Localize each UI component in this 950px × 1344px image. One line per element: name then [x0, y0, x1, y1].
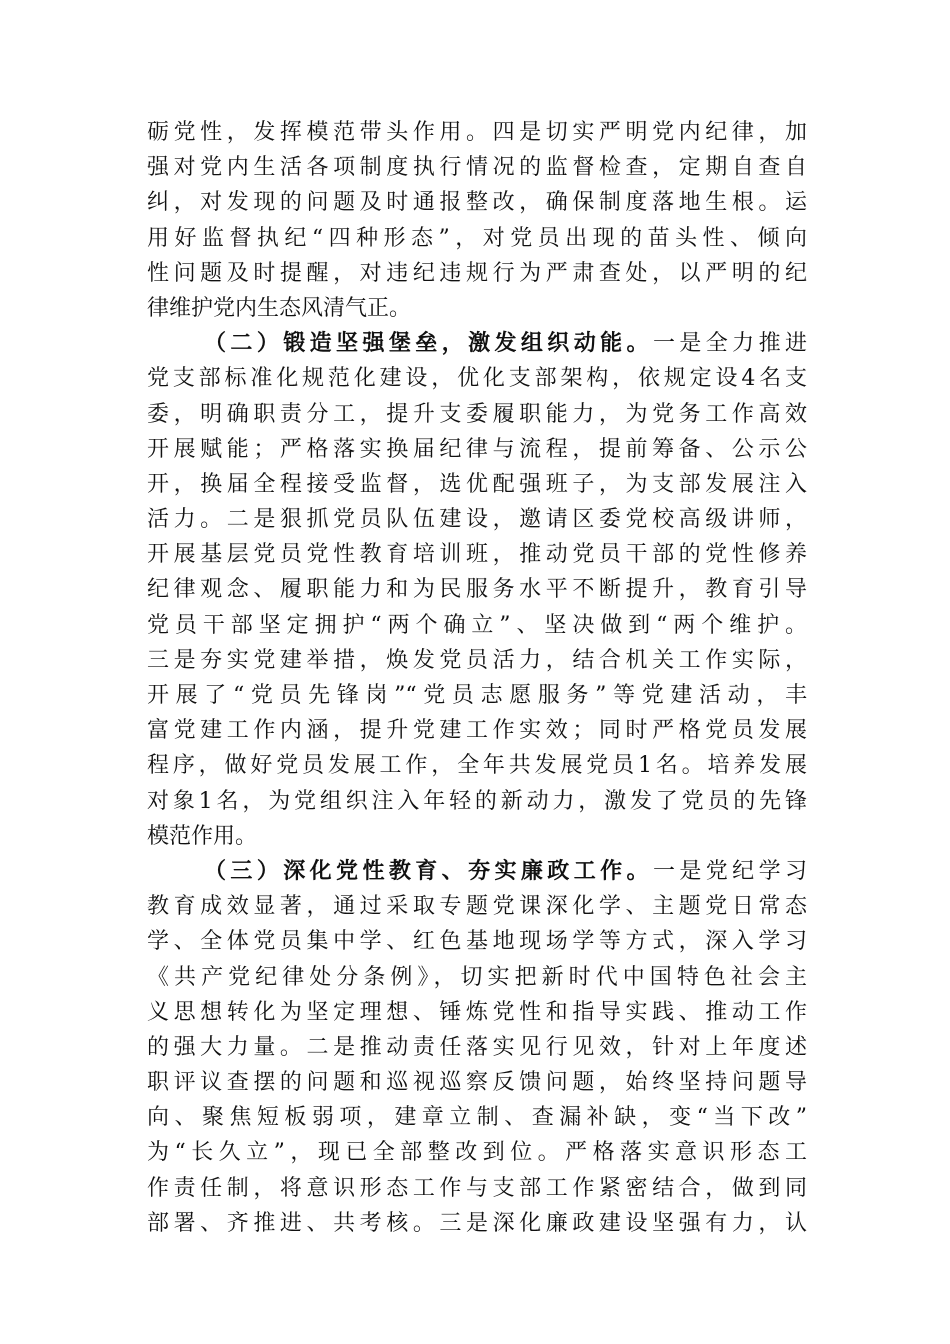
section-first-line-text: 一是党纪学习: [652, 858, 807, 884]
text-line: 职评议查摆的问题和巡视巡察反馈问题，始终坚持问题导: [147, 1070, 807, 1096]
text-line: 部署、齐推进、共考核。三是深化廉政建设坚强有力，认: [147, 1210, 807, 1236]
text-line: 开展基层党员党性教育培训班，推动党员干部的党性修养: [147, 542, 807, 568]
text-line: 富党建工作内涵，提升党建工作实效；同时严格党员发展: [147, 718, 807, 744]
section-heading: （二）锻造坚强堡垒，激发组织动能。: [204, 330, 653, 357]
text-line: 对象1名，为党组织注入年轻的新动力，激发了党员的先锋: [147, 788, 807, 814]
text-line: 党支部标准化规范化建设，优化支部架构，依规定设4名支: [147, 366, 807, 392]
text-line: 开，换届全程接受监督，选优配强班子，为支部发展注入: [147, 471, 807, 497]
text-line: 模范作用。: [147, 823, 258, 849]
text-line: 律维护党内生态风清气正。: [147, 295, 412, 321]
text-line: 委，明确职责分工，提升支委履职能力，为党务工作高效: [147, 401, 807, 427]
text-line: 用好监督执纪“四种形态”，对党员出现的苗头性、倾向: [147, 225, 807, 251]
paragraph-section-3: [147, 854, 807, 1241]
text-line: 《共产党纪律处分条例》，切实把新时代中国特色社会主: [147, 964, 807, 990]
section-heading: （三）深化党性教育、夯实廉政工作。: [204, 857, 653, 884]
text-line: 学、全体党员集中学、红色基地现场学等方式，深入学习: [147, 929, 807, 955]
text-line: 开展赋能；严格落实换届纪律与流程，提前筹备、公示公: [147, 436, 807, 462]
text-line: 三是夯实党建举措，焕发党员活力，结合机关工作实际，: [147, 647, 807, 673]
section-first-line-text: 一是全力推进: [652, 331, 807, 357]
text-line: 为“长久立”，现已全部整改到位。严格落实意识形态工: [147, 1140, 807, 1166]
text-line: 纠，对发现的问题及时通报整改，确保制度落地生根。运: [147, 190, 807, 216]
text-line: 的强大力量。二是推动责任落实见行见效，针对上年度述: [147, 1034, 807, 1060]
text-line: 教育成效显著，通过采取专题党课深化学、主题党日常态: [147, 894, 807, 920]
paragraph-continuation: [147, 115, 807, 326]
text-line: 活力。二是狠抓党员队伍建设，邀请区委党校高级讲师，: [147, 507, 807, 533]
text-line: 向、聚焦短板弱项，建章立制、查漏补缺，变“当下改”: [147, 1105, 807, 1131]
section-first-line: [147, 326, 807, 361]
text-line: 作责任制，将意识形态工作与支部工作紧密结合，做到同: [147, 1175, 807, 1201]
text-line: 强对党内生活各项制度执行情况的监督检查，定期自查自: [147, 155, 807, 181]
text-line: 性问题及时提醒，对违纪违规行为严肃查处，以严明的纪: [147, 260, 807, 286]
text-line: 义思想转化为坚定理想、锤炼党性和指导实践、推动工作: [147, 999, 807, 1025]
text-line: 开展了“党员先锋岗”“党员志愿服务”等党建活动，丰: [147, 683, 807, 708]
text-line: 程序，做好党员发展工作，全年共发展党员1名。培养发展: [147, 753, 807, 779]
text-line: 纪律观念、履职能力和为民服务水平不断提升，教育引导: [147, 577, 807, 603]
text-line: 党员干部坚定拥护“两个确立”、坚决做到“两个维护。: [147, 612, 807, 638]
paragraph-section-2: [147, 326, 807, 854]
body-text: [147, 115, 807, 1241]
text-line: 砺党性，发挥模范带头作用。四是切实严明党内纪律，加: [147, 120, 807, 145]
section-first-line: [147, 854, 807, 889]
